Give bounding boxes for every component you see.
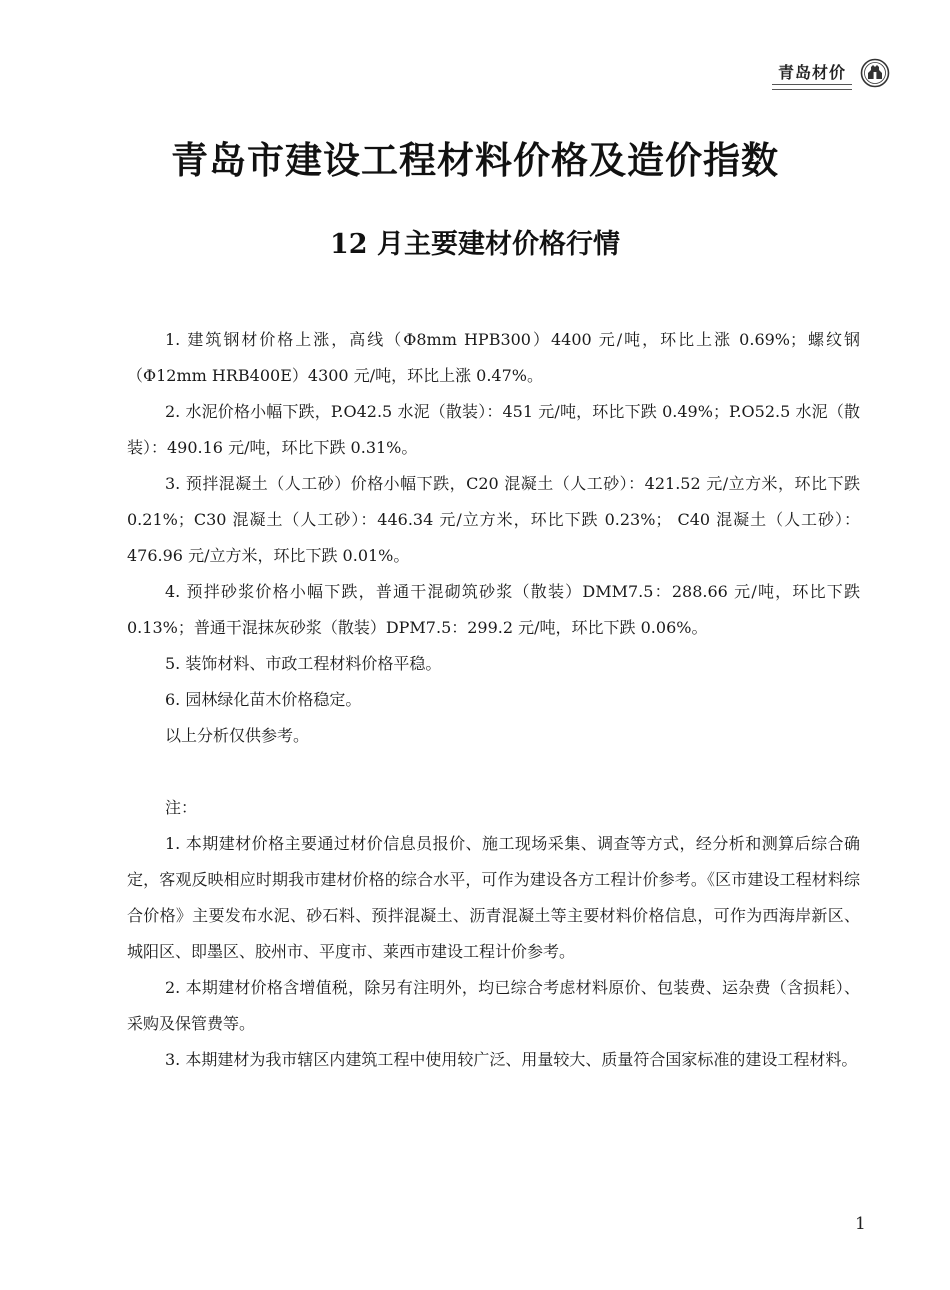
paragraph-landscape: 6. 园林绿化苗木价格稳定。	[165, 690, 362, 709]
page-number: 1	[855, 1214, 866, 1234]
brand-underline	[772, 84, 852, 90]
paragraph-steel: 1. 建筑钢材价格上涨，高线（Φ8mm HPB300）4400 元/吨，环比上涨 0.69%；螺纹钢（Φ12mm HRB400E）4300 元/吨，环比上涨 0.47%。	[127, 330, 860, 385]
page-subtitle: 12 月主要建材价格行情	[330, 229, 620, 260]
qingdao-emblem-icon	[860, 58, 890, 88]
note-item: 2. 本期建材价格含增值税，除另有注明外，均已综合考虑材料原价、包装费、运杂费（含损耗）、采购及保管费等。	[127, 978, 860, 1033]
paragraph-disclaimer: 以上分析仅供参考。	[165, 726, 310, 745]
notes-label: 注：	[165, 798, 198, 817]
paragraph-concrete: 3. 预拌混凝土（人工砂）价格小幅下跌，C20 混凝土（人工砂）：421.52 元/立方米，环比下跌 0.21%；C30 混凝土（人工砂）：446.34 元/立方米，环比下跌 0.23%； C40 混凝土（人工砂）：476.96 元/立方米，环比下跌 0.01%。	[127, 474, 860, 565]
header-brand	[772, 58, 892, 92]
paragraph-decoration: 5. 装饰材料、市政工程材料价格平稳。	[165, 654, 442, 673]
content-body	[127, 322, 860, 1078]
page-title: 青岛市建设工程材料价格及造价指数	[171, 139, 779, 182]
paragraph-cement: 2. 水泥价格小幅下跌，P.O42.5 水泥（散装）：451 元/吨，环比下跌 0.49%；P.O52.5 水泥（散装）：490.16 元/吨，环比下跌 0.31%。	[127, 402, 860, 457]
brand-name: 青岛材价	[778, 63, 847, 82]
note-item: 3. 本期建材为我市辖区内建筑工程中使用较广泛、用量较大、质量符合国家标准的建设工程材料。	[165, 1050, 858, 1069]
note-item: 1. 本期建材价格主要通过材价信息员报价、施工现场采集、调查等方式，经分析和测算后综合确定，客观反映相应时期我市建材价格的综合水平，可作为建设各方工程计价参考。《区市建设工程材料综合价格》主要发布水泥、砂石料、预拌混凝土、沥青混凝土等主要材料价格信息，可作为西海岸新区、城阳区、即墨区、胶州市、平度市、莱西市建设工程计价参考。	[127, 834, 860, 961]
paragraph-mortar: 4. 预拌砂浆价格小幅下跌，普通干混砌筑砂浆（散装）DMM7.5：288.66 元/吨，环比下跌 0.13%；普通干混抹灰砂浆（散装）DPM7.5：299.2 元/吨，环比下跌 0.06%。	[127, 582, 860, 637]
